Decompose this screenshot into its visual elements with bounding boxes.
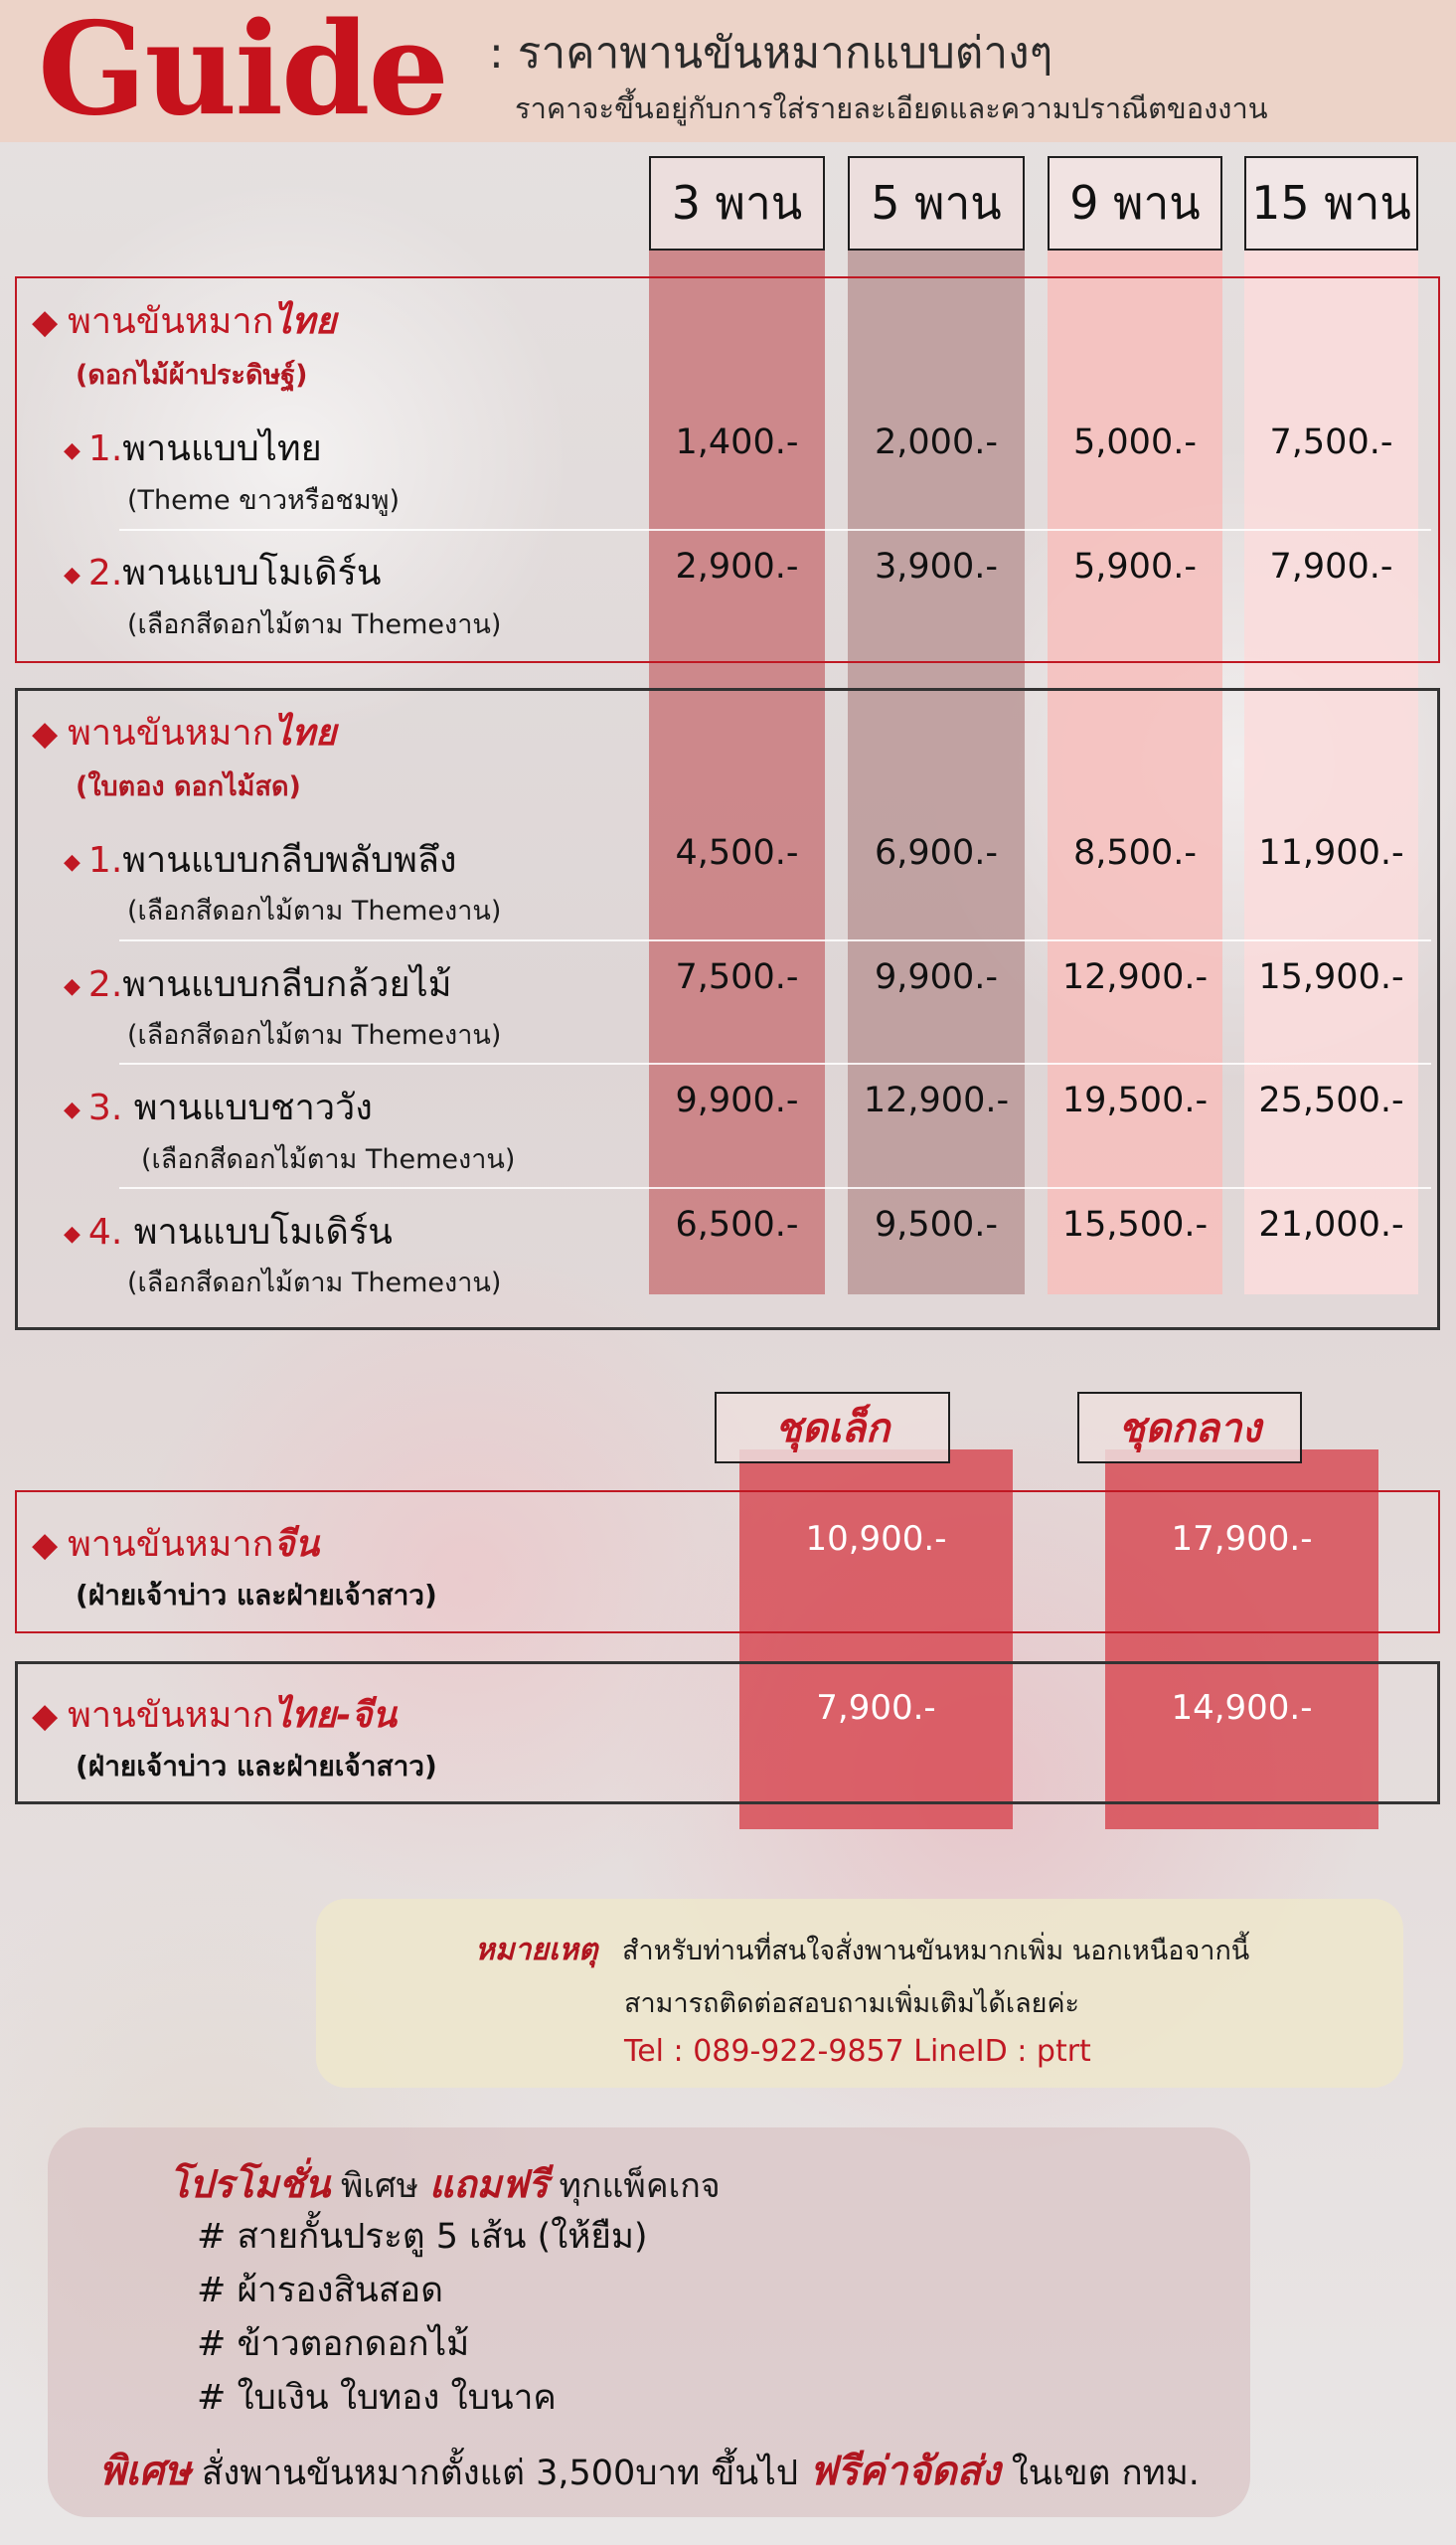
- price-cell: 11,900.-: [1258, 833, 1404, 873]
- bullet-icon: ◆: [64, 1221, 81, 1247]
- item-note: (เลือกสีดอกไม้ตาม Themeงาน): [127, 1268, 502, 1298]
- note-line: สำหรับท่านที่สนใจสั่งพานขันหมากเพิ่ม นอกเหนือจากนี้: [622, 1936, 1250, 1966]
- price-cell: 5,000.-: [1073, 423, 1197, 462]
- price-cell: 21,000.-: [1258, 1205, 1404, 1245]
- section-title: ◆ พานขันหมากไทย-จีน: [32, 1695, 397, 1736]
- price-cell: 5,900.-: [1073, 547, 1197, 587]
- section-subtitle: (ใบตอง ดอกไม้สด): [76, 771, 301, 802]
- section-title: ◆ พานขันหมากจีน: [32, 1524, 320, 1565]
- brand-logo: Guide: [38, 0, 447, 144]
- row-divider: [119, 1187, 1431, 1189]
- contact-info: Tel : 089-922-9857 LineID : ptrt: [624, 2034, 1091, 2069]
- price-cell: 6,900.-: [875, 833, 998, 873]
- row-divider: [119, 529, 1431, 531]
- diamond-icon: ◆: [32, 1525, 59, 1565]
- price-cell: 9,500.-: [875, 1205, 998, 1245]
- price-cell: 8,500.-: [1073, 833, 1197, 873]
- page-subtitle: ราคาจะขึ้นอยู่กับการใส่รายละเอียดและความปราณีตของงาน: [515, 91, 1268, 125]
- price-cell: 4,500.-: [675, 833, 799, 873]
- price-cell: 12,900.-: [1061, 957, 1209, 997]
- price-cell: 15,900.-: [1258, 957, 1404, 997]
- price-cell: 2,900.-: [675, 547, 799, 587]
- page-title: : ราคาพานขันหมากแบบต่างๆ: [489, 28, 1053, 79]
- diamond-icon: ◆: [32, 302, 59, 342]
- promo-item: # ใบเงิน ใบทอง ใบนาค: [197, 2378, 557, 2418]
- price-cell: 14,900.-: [1171, 1688, 1313, 1728]
- item-note: (เลือกสีดอกไม้ตาม Themeงาน): [127, 1020, 502, 1051]
- promo-title: โปรโมชั่น พิเศษ แถมฟรี ทุกแพ็คเกจ: [169, 2162, 721, 2206]
- row-divider: [119, 939, 1431, 941]
- item-note: (Theme ขาวหรือชมพู): [127, 485, 400, 516]
- section-subtitle: (ดอกไม้ผ้าประดิษฐ์): [76, 360, 308, 391]
- price-cell: 7,500.-: [675, 957, 799, 997]
- item-name: ◆ 2.พานแบบกลีบกล้วยไม้: [64, 964, 452, 1005]
- price-cell: 6,500.-: [675, 1205, 799, 1245]
- price-cell: 17,900.-: [1171, 1519, 1313, 1559]
- bullet-icon: ◆: [64, 1097, 81, 1122]
- section-title: ◆ พานขันหมากไทย: [32, 713, 337, 754]
- price-cell: 7,900.-: [1269, 547, 1393, 587]
- promo-item: # สายกั้นประตู 5 เส้น (ให้ยืม): [197, 2217, 648, 2257]
- price-cell: 19,500.-: [1061, 1081, 1209, 1120]
- price-cell: 25,500.-: [1258, 1081, 1404, 1120]
- item-name: ◆ 1.พานแบบกลีบพลับพลึง: [64, 840, 457, 881]
- note-label: หมายเหตุ: [475, 1933, 598, 1967]
- section-subtitle: (ฝ่ายเจ้าบ่าว และฝ่ายเจ้าสาว): [76, 1750, 437, 1782]
- item-note: (เลือกสีดอกไม้ตาม Themeงาน): [127, 896, 502, 927]
- price-cell: 1,400.-: [675, 423, 799, 462]
- column-header-15: 15 พาน: [1244, 156, 1418, 251]
- set-header-medium: ชุดกลาง: [1077, 1392, 1302, 1463]
- note-line: สามารถติดต่อสอบถามเพิ่มเติมได้เลยค่ะ: [624, 1988, 1080, 2019]
- set-header-small: ชุดเล็ก: [715, 1392, 950, 1463]
- column-header-9: 9 พาน: [1048, 156, 1222, 251]
- price-cell: 12,900.-: [863, 1081, 1010, 1120]
- price-cell: 15,500.-: [1061, 1205, 1209, 1245]
- item-name: ◆ 1.พานแบบไทย: [64, 428, 322, 469]
- section-title: ◆ พานขันหมากไทย: [32, 301, 337, 342]
- bullet-icon: ◆: [64, 562, 81, 588]
- price-cell: 2,000.-: [875, 423, 998, 462]
- promo-item: # ผ้ารองสินสอด: [197, 2271, 443, 2310]
- special-offer: พิเศษ สั่งพานขันหมากตั้งแต่ 3,500บาท ขึ้นไป ฟรีค่าจัดส่ง ในเขต กทม.: [99, 2449, 1200, 2494]
- column-header-3: 3 พาน: [649, 156, 825, 251]
- item-note: (เลือกสีดอกไม้ตาม Themeงาน): [141, 1144, 516, 1175]
- item-name: ◆ 2.พานแบบโมเดิร์น: [64, 553, 382, 594]
- bullet-icon: ◆: [64, 973, 81, 999]
- diamond-icon: ◆: [32, 714, 59, 754]
- row-divider: [119, 1063, 1431, 1065]
- price-cell: 9,900.-: [875, 957, 998, 997]
- item-name: ◆ 3. พานแบบชาววัง: [64, 1088, 373, 1128]
- price-cell: 3,900.-: [875, 547, 998, 587]
- item-name: ◆ 4. พานแบบโมเดิร์น: [64, 1212, 393, 1253]
- promo-item: # ข้าวตอกดอกไม้: [197, 2324, 470, 2364]
- price-cell: 9,900.-: [675, 1081, 799, 1120]
- price-cell: 7,500.-: [1269, 423, 1393, 462]
- section-subtitle: (ฝ่ายเจ้าบ่าว และฝ่ายเจ้าสาว): [76, 1579, 437, 1612]
- bullet-icon: ◆: [64, 849, 81, 875]
- column-header-5: 5 พาน: [848, 156, 1025, 251]
- price-cell: 7,900.-: [816, 1688, 936, 1728]
- bullet-icon: ◆: [64, 437, 81, 463]
- diamond-icon: ◆: [32, 1696, 59, 1736]
- item-note: (เลือกสีดอกไม้ตาม Themeงาน): [127, 609, 502, 640]
- price-cell: 10,900.-: [805, 1519, 947, 1559]
